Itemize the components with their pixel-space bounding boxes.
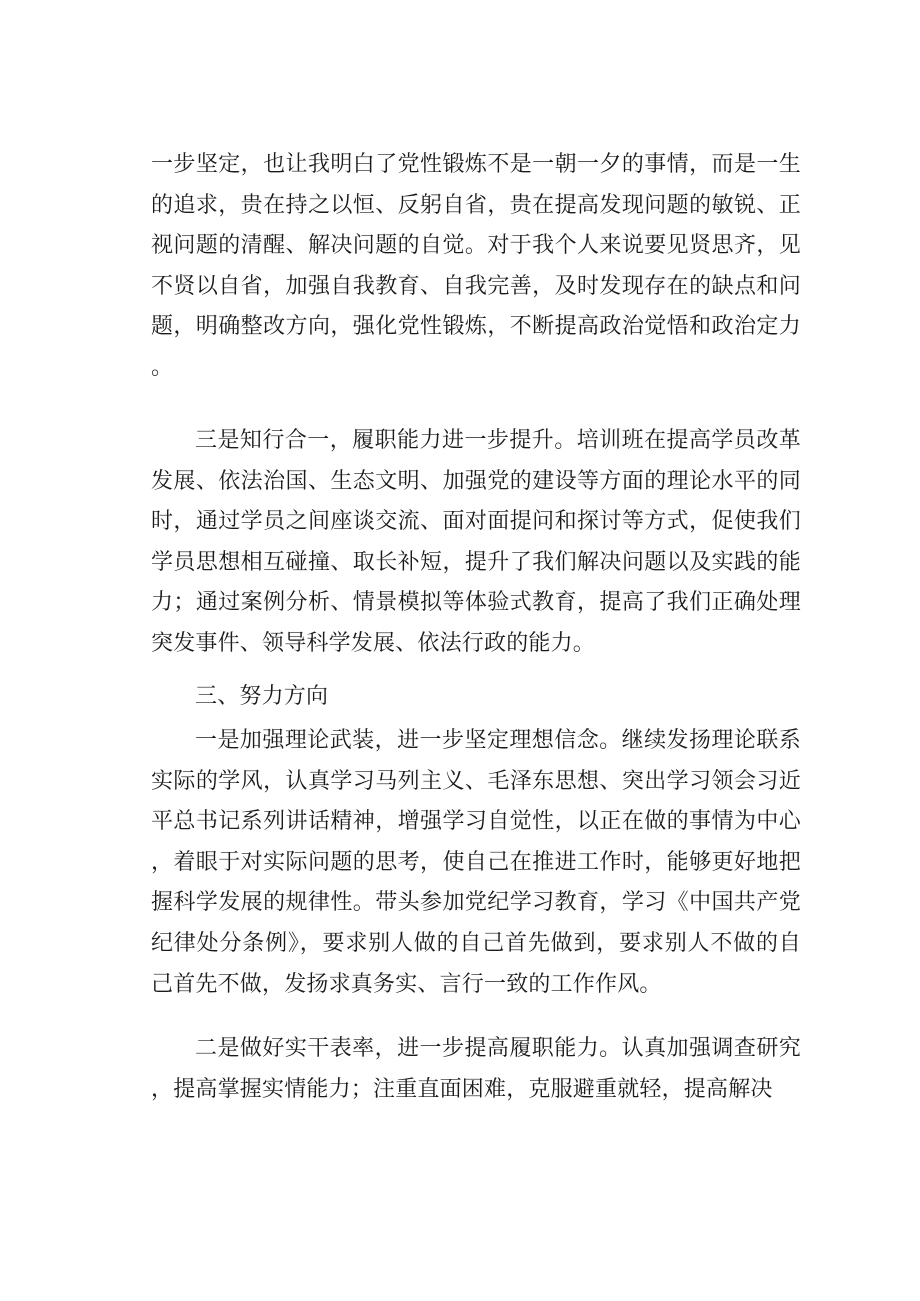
text-line: 治定力。 <box>151 314 801 380</box>
text-line: 实践的能力；通过案例分析、情景模拟等体验式教育，提高了我 <box>151 549 801 616</box>
paragraph-text <box>151 145 801 389</box>
text-line: 为中心，着眼于对实际问题的思考，使自己在推进工作时，能够 <box>151 809 801 875</box>
text-line: 二是做好实干表率，进一步提高履职能力。认真加强调查研 <box>195 1036 779 1061</box>
text-line: 的同时，通过学员之间座谈交流、面对面提问和探讨等方式，促 <box>151 468 801 535</box>
section-heading: 三、努力方向 <box>195 684 329 709</box>
text-line: 人不做的自己首先不做，发扬求真务实、言行一致的工作作风。 <box>151 930 801 997</box>
text-line: 一是加强理论武装，进一步坚定理想信念。继续发扬理论联 <box>195 728 779 753</box>
section-heading-block <box>151 677 801 718</box>
paragraph-text <box>151 421 801 665</box>
text-line: 革发展、依法治国、生态文明、加强党的建设等方面的理论水平 <box>151 428 801 494</box>
text-line: 国共产党纪律处分条例》，要求别人做的自己首先做到，要求别 <box>151 890 801 956</box>
paragraph-text <box>151 1029 801 1110</box>
paragraph-continuation <box>151 145 801 389</box>
paragraph-direction-two <box>151 1029 801 1110</box>
paragraph-point-three <box>151 421 801 665</box>
text-line: 生的追求，贵在持之以恒、反躬自省，贵在提高发现问题的敏锐、 <box>151 152 801 218</box>
text-line: 系实际的学风，认真学习马列主义、毛泽东思想、突出学习领会 <box>151 728 801 794</box>
text-line: 一步坚定，也让我明白了党性锻炼不是一朝一夕的事情，而是一 <box>151 152 779 177</box>
text-line: 见不贤以自省，加强自我教育、自我完善，及时发现存在的缺点 <box>151 233 801 299</box>
text-line: 和问题，明确整改方向，强化党性锻炼，不断提高政治觉悟和政 <box>151 273 801 340</box>
text-line: 正视问题的清醒、解决问题的自觉。对于我个人来说要见贤思齐， <box>151 192 801 259</box>
text-line: 们正确处理突发事件、领导科学发展、依法行政的能力。 <box>151 590 801 656</box>
paragraph-text <box>151 721 801 1005</box>
text-line: 究，提高掌握实情能力；注重直面困难，克服避重就轻，提高解决 <box>151 1036 801 1102</box>
text-line: 习近平总书记系列讲话精神，增强学习自觉性，以正在做的事情 <box>151 768 801 835</box>
text-line: 三是知行合一，履职能力进一步提升。培训班在提高学员改 <box>195 428 779 453</box>
text-line: 更好地把握科学发展的规律性。带头参加党纪学习教育，学习《中 <box>151 849 801 916</box>
text-line: 使我们学员思想相互碰撞、取长补短，提升了我们解决问题以及 <box>151 509 801 575</box>
paragraph-direction-one <box>151 721 801 1005</box>
